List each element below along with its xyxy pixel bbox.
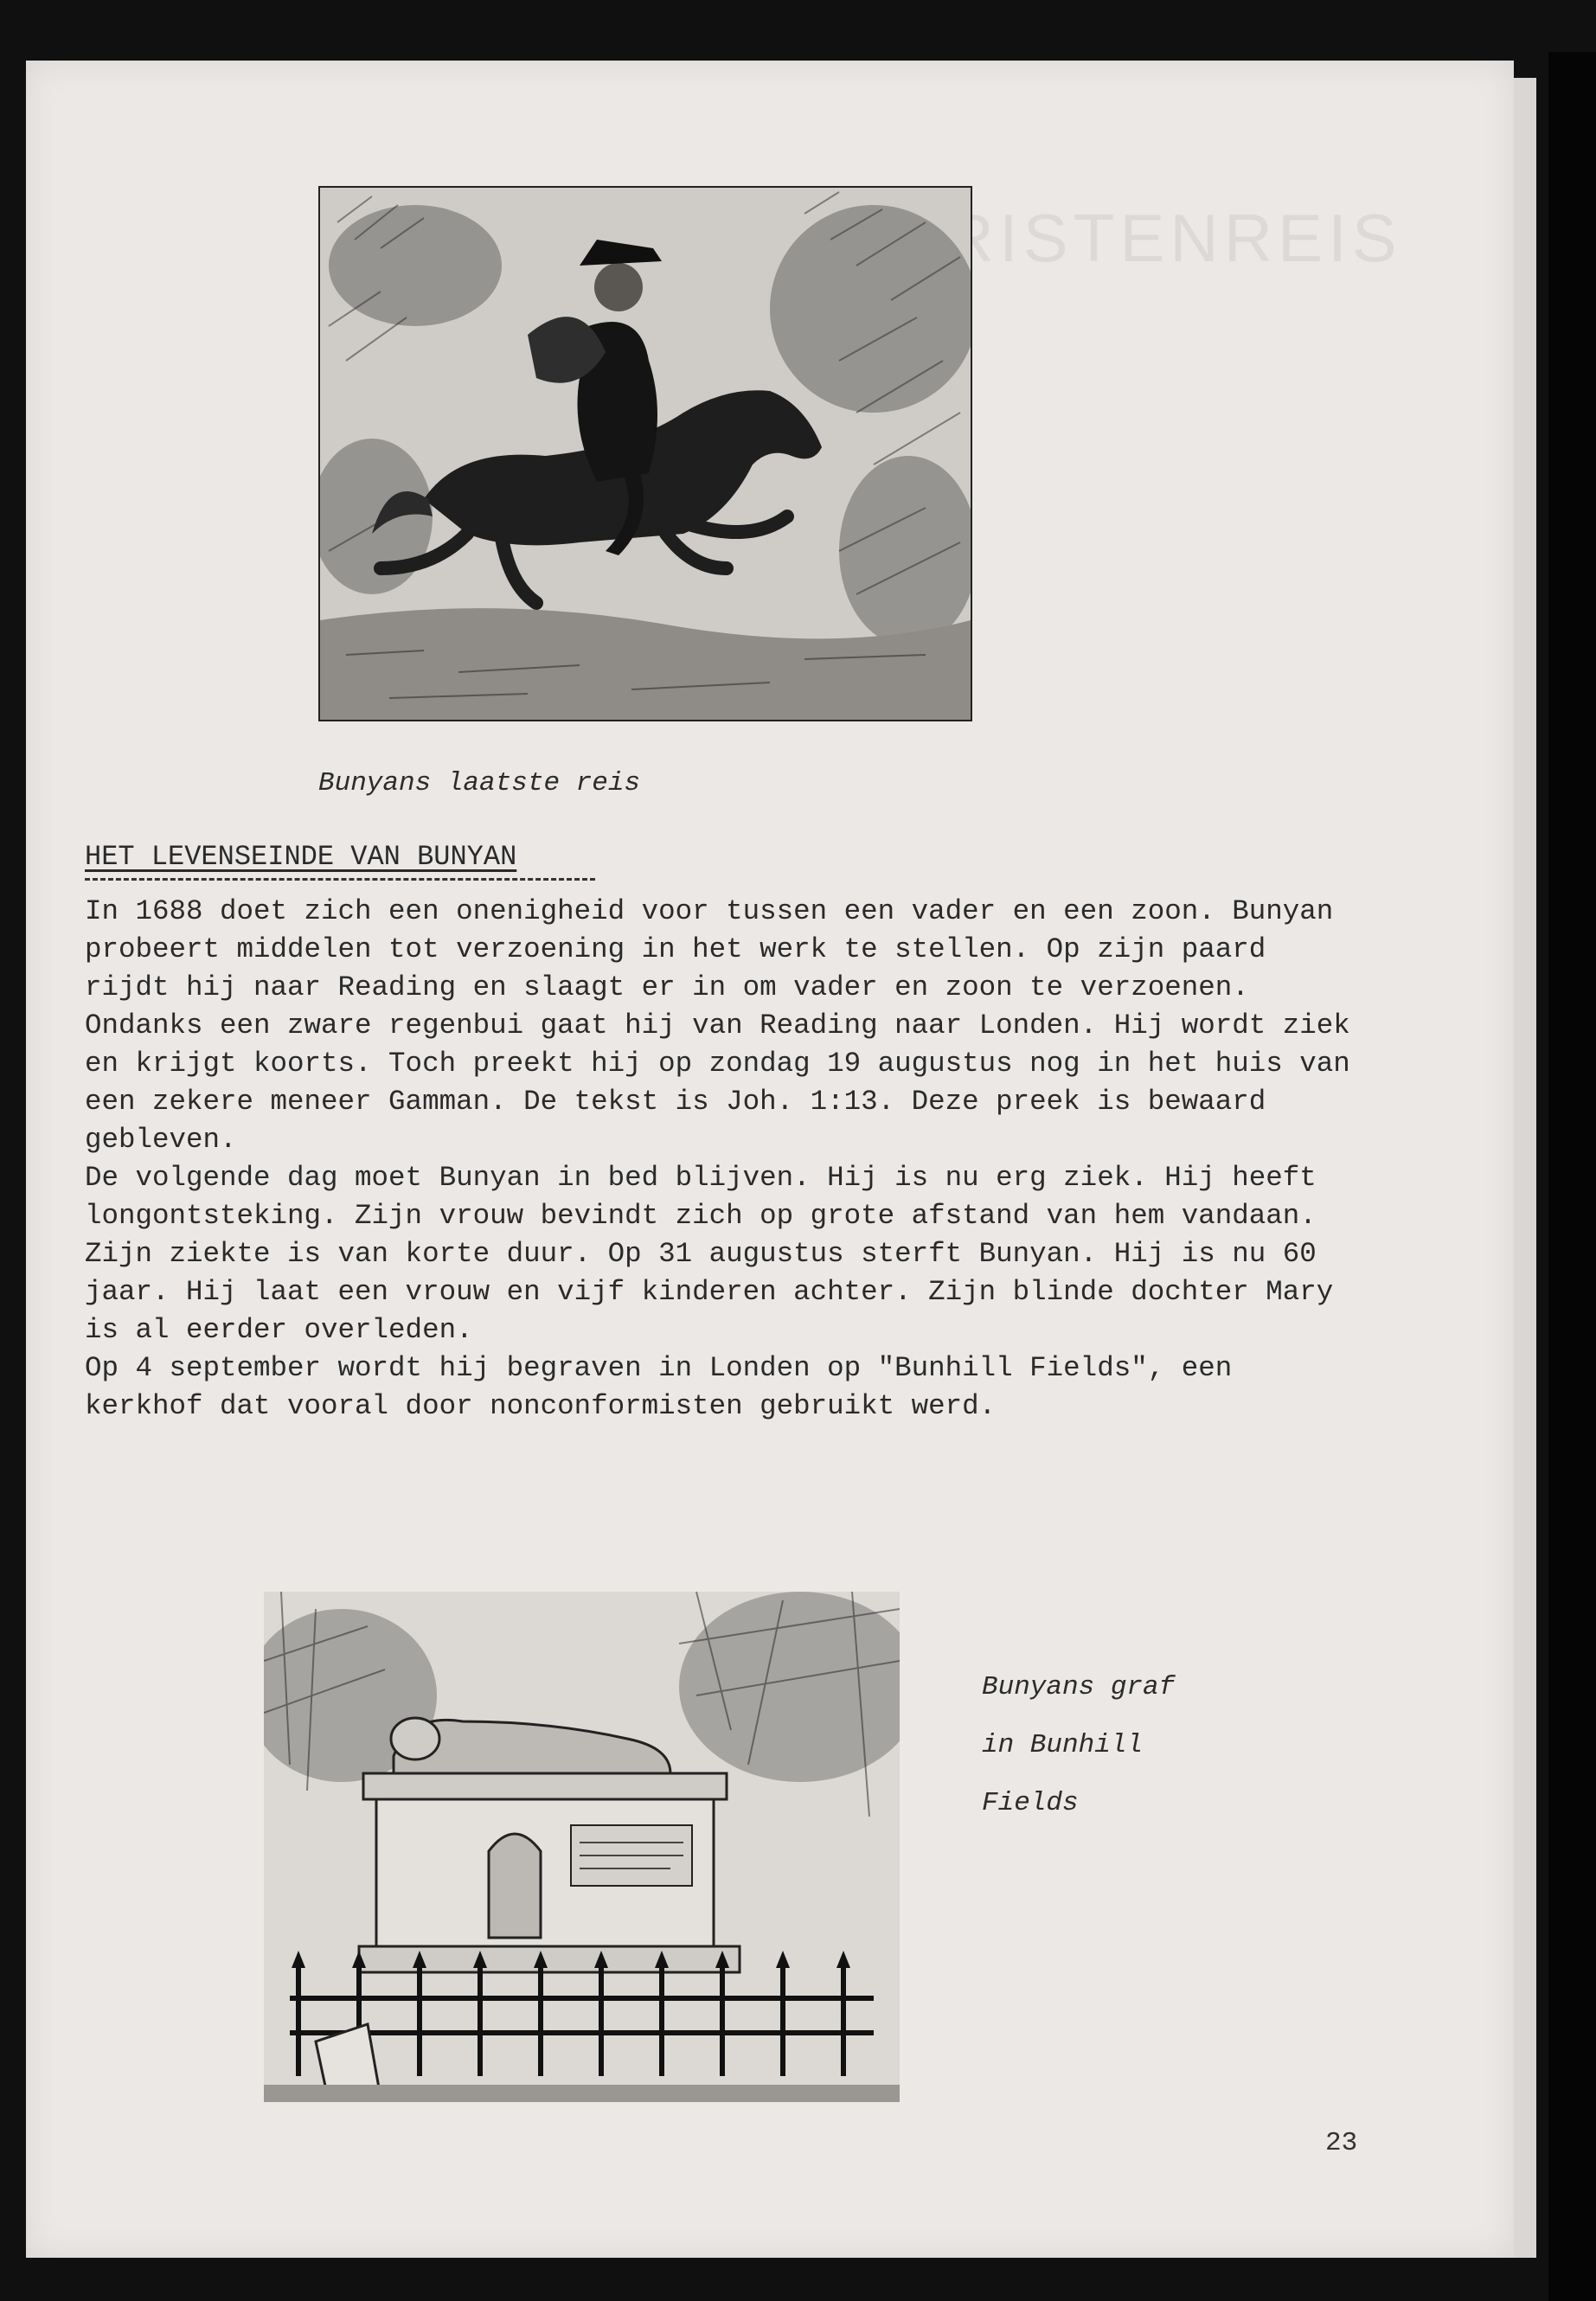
paragraph-3: Op 4 september wordt hij begraven in Londen op "Bunhill Fields", een kerkhof dat vooral door nonconformisten gebruikt werd.	[85, 1352, 1233, 1422]
section-heading: HET LEVENSEINDE VAN BUNYAN	[85, 841, 517, 873]
rider-engraving	[320, 188, 971, 720]
page-edge	[1514, 78, 1536, 2258]
rider-illustration	[318, 186, 972, 721]
heading-rule	[85, 878, 595, 881]
body-text	[85, 893, 1365, 1426]
page-number: 23	[1325, 2128, 1358, 2158]
grave-caption-line-2: in Bunhill	[982, 1730, 1144, 1760]
paragraph-2: De volgende dag moet Bunyan in bed blijven. Hij is nu erg ziek. Hij heeft longontsteking. Zijn vrouw bevindt zich op grote afstand van hem vandaan. Zijn ziekte is van korte duur. Op 31 augustus sterft Bunyan. Hij is nu 60 jaar. Hij laat een vrouw en vijf kinderen achter. Zijn blinde dochter Mary is al eerder overleden.	[85, 1162, 1334, 1346]
grave-caption-line-1: Bunyans graf	[982, 1672, 1176, 1702]
book-spine	[1548, 52, 1596, 2301]
rider-caption: Bunyans laatste reis	[318, 768, 641, 798]
grave-caption-line-3: Fields	[982, 1788, 1079, 1818]
grave-illustration	[264, 1592, 900, 2102]
paragraph-1: In 1688 doet zich een onenigheid voor tussen een vader en een zoon. Bunyan probeert middelen tot verzoening in het werk te stellen. Op zijn paard rijdt hij naar Reading en slaagt er in om vader en zoon te verzoenen. Ondanks een zware regenbui gaat hij van Reading naar Londen. Hij wordt ziek en krijgt koorts. Toch preekt hij op zondag 19 augustus nog in het huis van een zekere meneer Gamman. De tekst is Joh. 1:13. Deze preek is bewaard gebleven.	[85, 895, 1350, 1156]
grave-engraving	[264, 1592, 900, 2102]
